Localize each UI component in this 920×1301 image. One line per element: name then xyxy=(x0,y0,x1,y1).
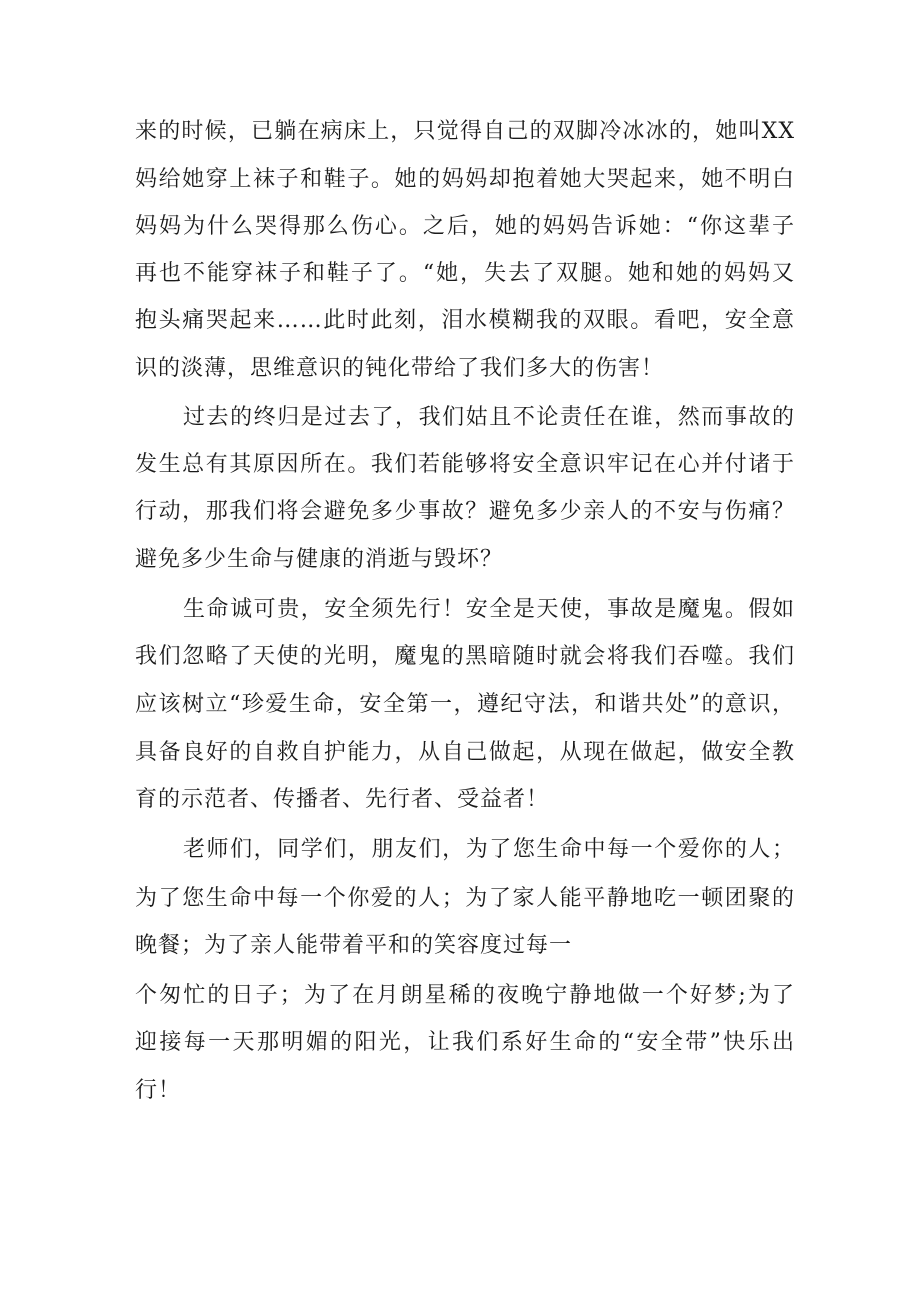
text-line: 个匆忙的日子；为了在月朗星稀的夜晚宁静地做一个好梦;为了 xyxy=(135,983,795,1008)
text-line: 为了您生命中每一个你爱的人；为了家人能平静地吃一顿团聚的 xyxy=(135,886,795,911)
text-line: 再也不能穿袜子和鞋子了。“她，失去了双腿。她和她的妈妈又 xyxy=(135,261,795,286)
text-line: 妈妈为什么哭得那么伤心。之后，她的妈妈告诉她：“你这辈子 xyxy=(135,214,795,239)
text-line: 具备良好的自救自护能力，从自己做起，从现在做起，做安全教 xyxy=(135,740,795,765)
text-line: 育的示范者、传播者、先行者、受益者！ xyxy=(135,787,550,812)
text-line: 我们忽略了天使的光明，魔鬼的黑暗随时就会将我们吞噬。我们 xyxy=(135,644,795,669)
text-line: 发生总有其原因所在。我们若能够将安全意识牢记在心并付诸于 xyxy=(135,452,795,477)
text-line: 妈给她穿上袜子和鞋子。她的妈妈却抱着她大哭起来，她不明白 xyxy=(135,167,795,192)
text-line: 迎接每一天那明媚的阳光，让我们系好生命的“安全带”快乐出 xyxy=(135,1030,795,1055)
text-line: 行动，那我们将会避免多少事故？避免多少亲人的不安与伤痛？ xyxy=(135,499,795,524)
paragraph-first-line: 过去的终归是过去了，我们姑且不论责任在谁，然而事故的 xyxy=(183,405,795,430)
paragraph-first-line: 生命诚可贵，安全须先行！安全是天使，事故是魔鬼。假如 xyxy=(183,597,795,622)
text-line: 来的时候，已躺在病床上，只觉得自己的双脚冷冰冰的，她叫XX xyxy=(135,119,795,144)
text-line: 识的淡薄，思维意识的钝化带给了我们多大的伤害！ xyxy=(135,356,665,381)
text-line: 晚餐；为了亲人能带着平和的笑容度过每一 xyxy=(135,933,573,958)
text-line: 行！ xyxy=(135,1078,182,1103)
text-line: 抱头痛哭起来……此时此刻，泪水模糊我的双眼。看吧，安全意 xyxy=(135,308,795,333)
text-line: 避免多少生命与健康的消逝与毁坏？ xyxy=(135,547,504,572)
paragraph-first-line: 老师们，同学们，朋友们，为了您生命中每一个爱你的人； xyxy=(183,837,795,862)
text-line: 应该树立“珍爱生命，安全第一，遵纪守法，和谐共处”的意识， xyxy=(135,692,795,717)
